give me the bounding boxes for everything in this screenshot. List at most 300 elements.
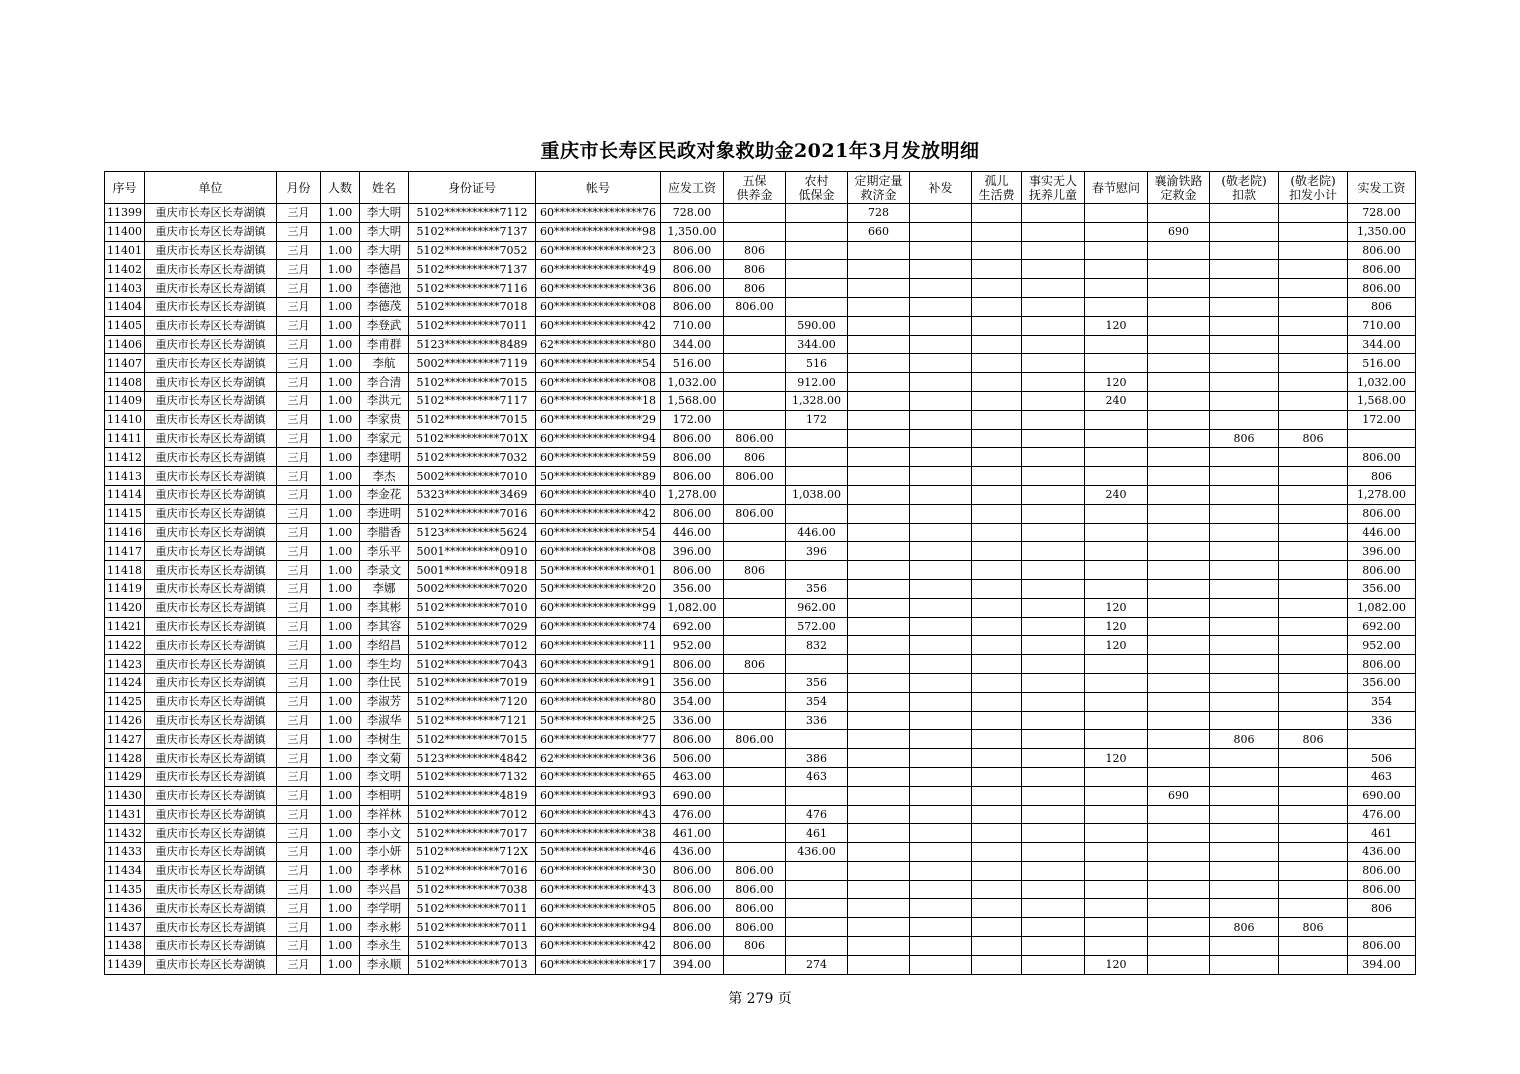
table-row	[105, 805, 1416, 824]
cell-account: 50****************01	[536, 561, 661, 580]
cell-guer	[972, 711, 1022, 730]
cell-dibao	[786, 504, 848, 523]
cell-month: 三月	[277, 824, 321, 843]
column-header-line: 事实无人	[1028, 173, 1077, 188]
cell-wubao	[724, 767, 786, 786]
cell-account: 60****************23	[536, 241, 661, 260]
cell-name: 李乐平	[360, 542, 409, 561]
cell-xiangyu	[1148, 260, 1210, 279]
cell-chunjie	[1085, 937, 1148, 956]
cell-actual: 394.00	[1348, 955, 1416, 974]
cell-guer	[972, 617, 1022, 636]
cell-seq: 11429	[105, 767, 145, 786]
cell-xiangyu	[1148, 204, 1210, 223]
cell-account: 60****************49	[536, 260, 661, 279]
cell-guer	[972, 504, 1022, 523]
cell-id: 5102**********7011	[409, 316, 536, 335]
cell-dibao	[786, 448, 848, 467]
column-header-line: 补发	[928, 180, 953, 195]
cell-seq: 11407	[105, 354, 145, 373]
cell-month: 三月	[277, 786, 321, 805]
cell-month: 三月	[277, 711, 321, 730]
cell-seq: 11430	[105, 786, 145, 805]
cell-chunjie	[1085, 843, 1148, 862]
table-row	[105, 636, 1416, 655]
cell-guer	[972, 805, 1022, 824]
cell-people: 1.00	[321, 767, 360, 786]
cell-xiangyu	[1148, 805, 1210, 824]
cell-dingqi	[848, 297, 910, 316]
cell-actual: 806.00	[1348, 279, 1416, 298]
cell-dibao: 572.00	[786, 617, 848, 636]
cell-kouk	[1210, 448, 1279, 467]
cell-xiangyu	[1148, 354, 1210, 373]
cell-shishi	[1022, 918, 1085, 937]
table-row	[105, 542, 1416, 561]
cell-actual: 806	[1348, 467, 1416, 486]
cell-bufa	[910, 692, 972, 711]
cell-unit: 重庆市长寿区长寿湖镇	[145, 692, 277, 711]
cell-bufa	[910, 617, 972, 636]
cell-id: 5102**********7018	[409, 297, 536, 316]
cell-seq: 11409	[105, 391, 145, 410]
cell-chunjie	[1085, 711, 1148, 730]
cell-payable: 806.00	[661, 448, 724, 467]
cell-month: 三月	[277, 843, 321, 862]
cell-guer	[972, 316, 1022, 335]
cell-seq: 11426	[105, 711, 145, 730]
cell-unit: 重庆市长寿区长寿湖镇	[145, 655, 277, 674]
table-row	[105, 504, 1416, 523]
cell-people: 1.00	[321, 617, 360, 636]
cell-unit: 重庆市长寿区长寿湖镇	[145, 354, 277, 373]
cell-kouk	[1210, 805, 1279, 824]
cell-bufa	[910, 805, 972, 824]
cell-guer	[972, 861, 1022, 880]
column-header-dingqi	[848, 172, 910, 204]
cell-name: 李德茂	[360, 297, 409, 316]
cell-people: 1.00	[321, 542, 360, 561]
cell-dingqi	[848, 673, 910, 692]
column-header-guer	[972, 172, 1022, 204]
cell-name: 李仕民	[360, 673, 409, 692]
cell-xiangyu	[1148, 561, 1210, 580]
column-header-actual	[1348, 172, 1416, 204]
cell-wubao	[724, 485, 786, 504]
cell-shishi	[1022, 730, 1085, 749]
column-header-id	[409, 172, 536, 204]
cell-xiangyu: 690	[1148, 222, 1210, 241]
cell-guer	[972, 429, 1022, 448]
cell-actual: 806.00	[1348, 937, 1416, 956]
cell-name: 李洪元	[360, 391, 409, 410]
cell-guer	[972, 843, 1022, 862]
cell-month: 三月	[277, 241, 321, 260]
cell-dibao	[786, 786, 848, 805]
cell-payable: 728.00	[661, 204, 724, 223]
cell-unit: 重庆市长寿区长寿湖镇	[145, 410, 277, 429]
column-header-xiaoji	[1279, 172, 1348, 204]
column-header-people	[321, 172, 360, 204]
cell-payable: 806.00	[661, 561, 724, 580]
cell-wubao	[724, 316, 786, 335]
cell-xiangyu	[1148, 485, 1210, 504]
cell-wubao	[724, 843, 786, 862]
cell-name: 李其容	[360, 617, 409, 636]
cell-chunjie	[1085, 335, 1148, 354]
cell-chunjie	[1085, 523, 1148, 542]
cell-unit: 重庆市长寿区长寿湖镇	[145, 316, 277, 335]
cell-account: 60****************91	[536, 655, 661, 674]
cell-id: 5102**********7120	[409, 692, 536, 711]
cell-name: 李文菊	[360, 749, 409, 768]
cell-wubao	[724, 354, 786, 373]
cell-wubao	[724, 711, 786, 730]
cell-bufa	[910, 579, 972, 598]
cell-month: 三月	[277, 204, 321, 223]
cell-month: 三月	[277, 692, 321, 711]
cell-dibao	[786, 279, 848, 298]
cell-shishi	[1022, 204, 1085, 223]
cell-kouk	[1210, 485, 1279, 504]
cell-wubao	[724, 692, 786, 711]
cell-id: 5102**********7019	[409, 673, 536, 692]
cell-people: 1.00	[321, 316, 360, 335]
table-row	[105, 354, 1416, 373]
cell-month: 三月	[277, 467, 321, 486]
cell-xiaoji	[1279, 279, 1348, 298]
page-number: 第 279 页	[728, 991, 792, 1007]
cell-shishi	[1022, 617, 1085, 636]
cell-seq: 11416	[105, 523, 145, 542]
cell-chunjie: 120	[1085, 636, 1148, 655]
cell-people: 1.00	[321, 692, 360, 711]
cell-account: 60****************30	[536, 861, 661, 880]
cell-xiaoji	[1279, 316, 1348, 335]
cell-bufa	[910, 391, 972, 410]
cell-shishi	[1022, 335, 1085, 354]
cell-account: 60****************11	[536, 636, 661, 655]
cell-dingqi	[848, 579, 910, 598]
cell-people: 1.00	[321, 335, 360, 354]
cell-chunjie	[1085, 805, 1148, 824]
cell-guer	[972, 222, 1022, 241]
cell-actual: 690.00	[1348, 786, 1416, 805]
cell-dingqi	[848, 843, 910, 862]
cell-xiaoji	[1279, 617, 1348, 636]
cell-month: 三月	[277, 880, 321, 899]
cell-people: 1.00	[321, 391, 360, 410]
cell-payable: 806.00	[661, 241, 724, 260]
cell-shishi	[1022, 655, 1085, 674]
cell-shishi	[1022, 504, 1085, 523]
cell-shishi	[1022, 410, 1085, 429]
cell-people: 1.00	[321, 279, 360, 298]
cell-unit: 重庆市长寿区长寿湖镇	[145, 542, 277, 561]
cell-actual	[1348, 730, 1416, 749]
cell-id: 5102**********7016	[409, 504, 536, 523]
cell-wubao	[724, 391, 786, 410]
cell-actual: 1,278.00	[1348, 485, 1416, 504]
cell-dibao: 590.00	[786, 316, 848, 335]
cell-bufa	[910, 542, 972, 561]
cell-kouk	[1210, 861, 1279, 880]
cell-people: 1.00	[321, 241, 360, 260]
cell-guer	[972, 673, 1022, 692]
cell-chunjie	[1085, 918, 1148, 937]
cell-chunjie	[1085, 899, 1148, 918]
cell-id: 5102**********7015	[409, 730, 536, 749]
cell-xiaoji	[1279, 485, 1348, 504]
cell-chunjie: 120	[1085, 955, 1148, 974]
cell-chunjie	[1085, 204, 1148, 223]
cell-xiaoji	[1279, 786, 1348, 805]
cell-account: 62****************80	[536, 335, 661, 354]
cell-bufa	[910, 316, 972, 335]
cell-dibao	[786, 260, 848, 279]
cell-xiangyu	[1148, 692, 1210, 711]
cell-id: 5102**********7015	[409, 410, 536, 429]
cell-shishi	[1022, 260, 1085, 279]
cell-dibao	[786, 429, 848, 448]
cell-month: 三月	[277, 805, 321, 824]
cell-id: 5102**********7012	[409, 636, 536, 655]
cell-wubao: 806.00	[724, 880, 786, 899]
cell-kouk	[1210, 767, 1279, 786]
cell-seq: 11436	[105, 899, 145, 918]
cell-xiangyu	[1148, 673, 1210, 692]
column-header-dibao	[786, 172, 848, 204]
cell-seq: 11438	[105, 937, 145, 956]
cell-unit: 重庆市长寿区长寿湖镇	[145, 617, 277, 636]
cell-dibao: 356	[786, 579, 848, 598]
cell-unit: 重庆市长寿区长寿湖镇	[145, 636, 277, 655]
column-header-line: 定期定量	[854, 173, 903, 188]
cell-bufa	[910, 880, 972, 899]
cell-account: 60****************18	[536, 391, 661, 410]
cell-people: 1.00	[321, 297, 360, 316]
cell-dibao: 356	[786, 673, 848, 692]
cell-shishi	[1022, 354, 1085, 373]
cell-chunjie	[1085, 542, 1148, 561]
cell-payable: 396.00	[661, 542, 724, 561]
cell-dibao: 912.00	[786, 373, 848, 392]
cell-dibao	[786, 899, 848, 918]
cell-people: 1.00	[321, 899, 360, 918]
column-header-line: 人数	[327, 180, 352, 195]
cell-month: 三月	[277, 297, 321, 316]
cell-actual: 476.00	[1348, 805, 1416, 824]
cell-bufa	[910, 561, 972, 580]
cell-wubao: 806.00	[724, 899, 786, 918]
cell-xiaoji	[1279, 222, 1348, 241]
cell-id: 5102**********7012	[409, 805, 536, 824]
cell-chunjie	[1085, 824, 1148, 843]
cell-actual: 172.00	[1348, 410, 1416, 429]
cell-shishi	[1022, 711, 1085, 730]
cell-dingqi	[848, 373, 910, 392]
cell-payable: 476.00	[661, 805, 724, 824]
cell-name: 李大明	[360, 204, 409, 223]
cell-chunjie	[1085, 767, 1148, 786]
cell-unit: 重庆市长寿区长寿湖镇	[145, 880, 277, 899]
cell-actual: 1,350.00	[1348, 222, 1416, 241]
cell-people: 1.00	[321, 805, 360, 824]
cell-dingqi	[848, 260, 910, 279]
cell-wubao	[724, 204, 786, 223]
cell-account: 50****************89	[536, 467, 661, 486]
cell-guer	[972, 767, 1022, 786]
cell-dibao: 436.00	[786, 843, 848, 862]
cell-account: 50****************46	[536, 843, 661, 862]
cell-unit: 重庆市长寿区长寿湖镇	[145, 955, 277, 974]
table-row	[105, 297, 1416, 316]
cell-month: 三月	[277, 335, 321, 354]
cell-month: 三月	[277, 354, 321, 373]
cell-chunjie	[1085, 561, 1148, 580]
cell-name: 李金花	[360, 485, 409, 504]
cell-id: 5102**********7121	[409, 711, 536, 730]
cell-bufa	[910, 636, 972, 655]
cell-guer	[972, 241, 1022, 260]
column-header-payable	[661, 172, 724, 204]
cell-chunjie: 120	[1085, 749, 1148, 768]
column-header-line: 生活费	[978, 187, 1015, 202]
cell-xiaoji	[1279, 241, 1348, 260]
cell-xiaoji	[1279, 673, 1348, 692]
cell-actual: 516.00	[1348, 354, 1416, 373]
cell-month: 三月	[277, 504, 321, 523]
cell-people: 1.00	[321, 673, 360, 692]
table-row	[105, 786, 1416, 805]
cell-unit: 重庆市长寿区长寿湖镇	[145, 843, 277, 862]
cell-name: 李家贵	[360, 410, 409, 429]
cell-xiaoji	[1279, 391, 1348, 410]
table-row	[105, 843, 1416, 862]
cell-payable: 806.00	[661, 880, 724, 899]
cell-id: 5102**********7016	[409, 861, 536, 880]
cell-actual	[1348, 918, 1416, 937]
cell-xiangyu	[1148, 861, 1210, 880]
cell-people: 1.00	[321, 880, 360, 899]
cell-kouk	[1210, 786, 1279, 805]
cell-payable: 516.00	[661, 354, 724, 373]
cell-shishi	[1022, 561, 1085, 580]
cell-chunjie	[1085, 260, 1148, 279]
cell-kouk	[1210, 692, 1279, 711]
cell-actual: 446.00	[1348, 523, 1416, 542]
cell-account: 50****************20	[536, 579, 661, 598]
cell-account: 60****************74	[536, 617, 661, 636]
cell-chunjie	[1085, 448, 1148, 467]
cell-dibao: 516	[786, 354, 848, 373]
table-row	[105, 955, 1416, 974]
cell-dibao	[786, 204, 848, 223]
cell-shishi	[1022, 241, 1085, 260]
column-header-shishi	[1022, 172, 1085, 204]
cell-xiaoji: 806	[1279, 429, 1348, 448]
cell-guer	[972, 655, 1022, 674]
cell-xiangyu	[1148, 824, 1210, 843]
cell-account: 60****************54	[536, 354, 661, 373]
column-header-unit	[145, 172, 277, 204]
cell-unit: 重庆市长寿区长寿湖镇	[145, 579, 277, 598]
cell-id: 5123**********8489	[409, 335, 536, 354]
cell-payable: 806.00	[661, 918, 724, 937]
cell-name: 李杰	[360, 467, 409, 486]
cell-dibao: 461	[786, 824, 848, 843]
cell-unit: 重庆市长寿区长寿湖镇	[145, 504, 277, 523]
cell-people: 1.00	[321, 448, 360, 467]
cell-account: 60****************17	[536, 955, 661, 974]
cell-unit: 重庆市长寿区长寿湖镇	[145, 824, 277, 843]
cell-wubao	[724, 222, 786, 241]
cell-wubao	[724, 786, 786, 805]
cell-kouk	[1210, 636, 1279, 655]
cell-name: 李学明	[360, 899, 409, 918]
cell-dingqi	[848, 354, 910, 373]
cell-shishi	[1022, 805, 1085, 824]
cell-xiangyu	[1148, 373, 1210, 392]
cell-dingqi	[848, 523, 910, 542]
cell-guer	[972, 260, 1022, 279]
cell-dingqi	[848, 542, 910, 561]
cell-people: 1.00	[321, 504, 360, 523]
column-header-line: 低保金	[798, 187, 835, 202]
cell-shishi	[1022, 899, 1085, 918]
cell-guer	[972, 391, 1022, 410]
cell-dibao: 962.00	[786, 598, 848, 617]
cell-unit: 重庆市长寿区长寿湖镇	[145, 711, 277, 730]
cell-xiangyu	[1148, 335, 1210, 354]
cell-actual: 461	[1348, 824, 1416, 843]
cell-xiaoji	[1279, 692, 1348, 711]
cell-account: 60****************93	[536, 786, 661, 805]
table-row	[105, 579, 1416, 598]
cell-kouk: 806	[1210, 918, 1279, 937]
cell-name: 李淑华	[360, 711, 409, 730]
cell-shishi	[1022, 843, 1085, 862]
cell-unit: 重庆市长寿区长寿湖镇	[145, 523, 277, 542]
cell-xiangyu	[1148, 711, 1210, 730]
cell-chunjie	[1085, 730, 1148, 749]
cell-actual: 436.00	[1348, 843, 1416, 862]
cell-guer	[972, 955, 1022, 974]
cell-kouk	[1210, 297, 1279, 316]
cell-dibao	[786, 937, 848, 956]
cell-month: 三月	[277, 391, 321, 410]
cell-payable: 806.00	[661, 730, 724, 749]
cell-unit: 重庆市长寿区长寿湖镇	[145, 485, 277, 504]
cell-dingqi	[848, 861, 910, 880]
cell-kouk	[1210, 504, 1279, 523]
cell-xiangyu	[1148, 767, 1210, 786]
cell-id: 5002**********7119	[409, 354, 536, 373]
cell-dingqi: 660	[848, 222, 910, 241]
cell-wubao	[724, 824, 786, 843]
cell-id: 5102**********7137	[409, 260, 536, 279]
cell-xiaoji	[1279, 767, 1348, 786]
cell-payable: 356.00	[661, 579, 724, 598]
cell-xiaoji	[1279, 579, 1348, 598]
cell-actual: 806.00	[1348, 880, 1416, 899]
table-row	[105, 937, 1416, 956]
cell-shishi	[1022, 523, 1085, 542]
cell-account: 50****************25	[536, 711, 661, 730]
cell-seq: 11417	[105, 542, 145, 561]
cell-id: 5002**********7010	[409, 467, 536, 486]
cell-name: 李家元	[360, 429, 409, 448]
